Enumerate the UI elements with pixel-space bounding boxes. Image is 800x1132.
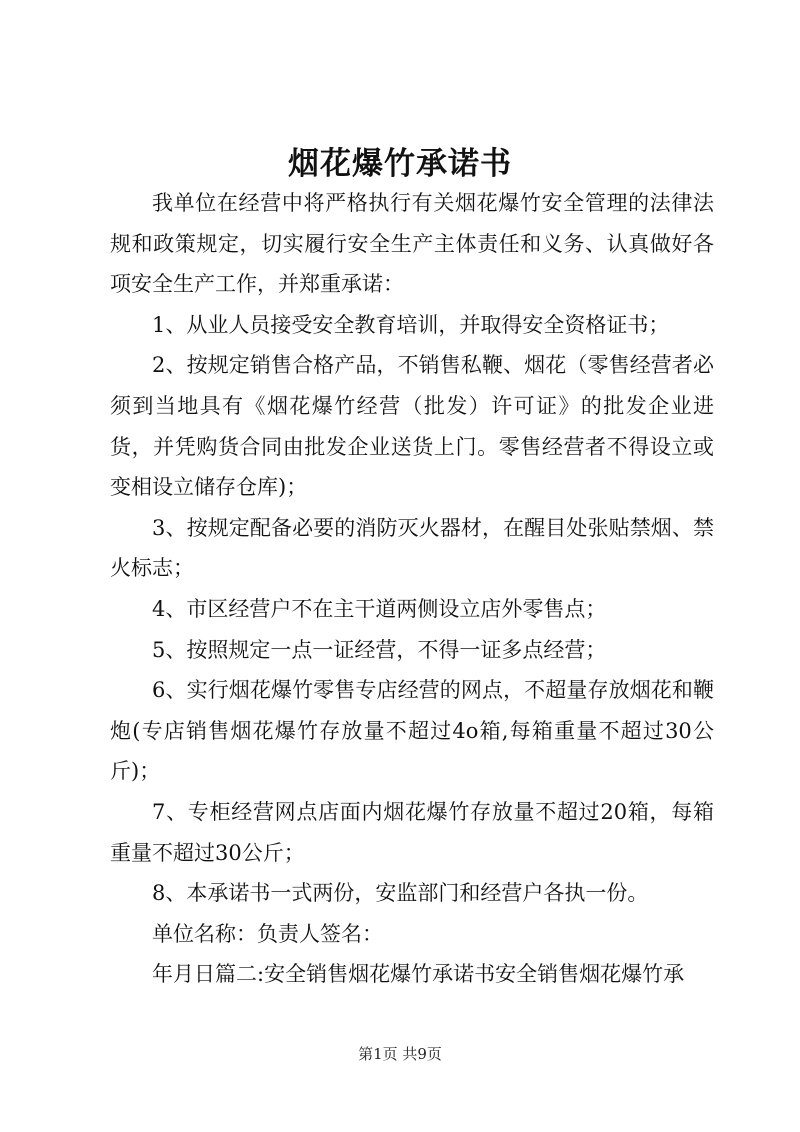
commitment-item-3: 3、按规定配备必要的消防灭火器材，在醒目处张贴禁烟、禁火标志； [110,515,714,581]
intro-paragraph: 我单位在经营中将严格执行有关烟花爆竹安全管理的法律法规和政策规定，切实履行安全生产主体责任和义务、认真做好各项安全生产工作，并郑重承诺： [110,191,714,297]
document-title: 烟花爆竹承诺书 [288,146,512,182]
commitment-item-8: 8、本承诺书一式两份，安监部门和经营户各执一份。 [152,881,649,906]
page-number: 第1页 共9页 [358,1045,442,1063]
date-line: 年月日篇二:安全销售烟花爆竹承诺书安全销售烟花爆竹承 [152,962,685,987]
commitment-item-2: 2、按规定销售合格产品，不销售私鞭、烟花（零售经营者必须到当地具有《烟花爆竹经营（批发）许可证》的批发企业进货，并凭购货合同由批发企业送货上门。零售经营者不得设立或变相设立储存仓库)； [110,353,714,500]
commitment-item-1: 1、从业人员接受安全教育培训，并取得安全资格证书； [152,312,670,337]
commitment-item-5: 5、按照规定一点一证经营，不得一证多点经营； [152,637,607,662]
document-body [110,183,714,995]
commitment-item-4: 4、市区经营户不在主干道两侧设立店外零售点； [152,596,607,621]
commitment-item-6: 6、实行烟花爆竹零售专店经营的网点，不超量存放烟花和鞭炮(专店销售烟花爆竹存放量不超过4o箱,每箱重量不超过30公斤)； [110,678,714,784]
commitment-item-7: 7、专柜经营网点店面内烟花爆竹存放量不超过20箱，每箱重量不超过30公斤； [110,799,714,865]
signature-line: 单位名称：负责人签名： [152,921,383,946]
